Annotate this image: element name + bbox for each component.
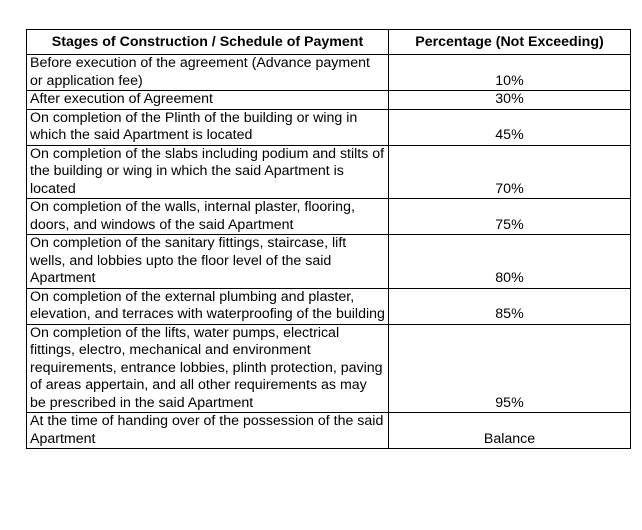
stage-cell: On completion of the lifts, water pumps, electrical fittings, electro, mechanical and environment requirements, entrance lobbies, plinth protection, paving of areas appertain, and all other requirements as may be prescribed in the said Apartment	[27, 324, 389, 413]
percentage-cell: 45%	[389, 109, 631, 145]
table-row	[27, 288, 631, 324]
percentage-cell: 75%	[389, 199, 631, 235]
stage-cell: Before execution of the agreement (Advance payment or application fee)	[27, 55, 389, 91]
percentage-cell: 10%	[389, 55, 631, 91]
stage-cell: On completion of the sanitary fittings, staircase, lift wells, and lobbies upto the floor level of the said Apartment	[27, 235, 389, 289]
percentage-cell: 70%	[389, 145, 631, 199]
percentage-cell: 95%	[389, 324, 631, 413]
stage-cell: On completion of the walls, internal plaster, flooring, doors, and windows of the said Apartment	[27, 199, 389, 235]
table-row	[27, 109, 631, 145]
table-row	[27, 91, 631, 110]
table-row	[27, 324, 631, 413]
payment-schedule-table	[26, 29, 631, 449]
stage-cell: At the time of handing over of the possession of the said Apartment	[27, 413, 389, 449]
table-row	[27, 235, 631, 289]
table-row	[27, 145, 631, 199]
stage-cell: After execution of Agreement	[27, 91, 389, 110]
stage-cell: On completion of the slabs including podium and stilts of the building or wing in which the said Apartment is located	[27, 145, 389, 199]
percentage-cell: 30%	[389, 91, 631, 110]
table-header-row	[27, 30, 631, 55]
percentage-cell: 85%	[389, 288, 631, 324]
stage-cell: On completion of the external plumbing and plaster, elevation, and terraces with waterproofing of the building	[27, 288, 389, 324]
table-row	[27, 55, 631, 91]
header-stages: Stages of Construction / Schedule of Payment	[27, 30, 389, 55]
header-percentage: Percentage (Not Exceeding)	[389, 30, 631, 55]
table-row	[27, 413, 631, 449]
percentage-cell: 80%	[389, 235, 631, 289]
percentage-cell: Balance	[389, 413, 631, 449]
stage-cell: On completion of the Plinth of the building or wing in which the said Apartment is located	[27, 109, 389, 145]
table-row	[27, 199, 631, 235]
